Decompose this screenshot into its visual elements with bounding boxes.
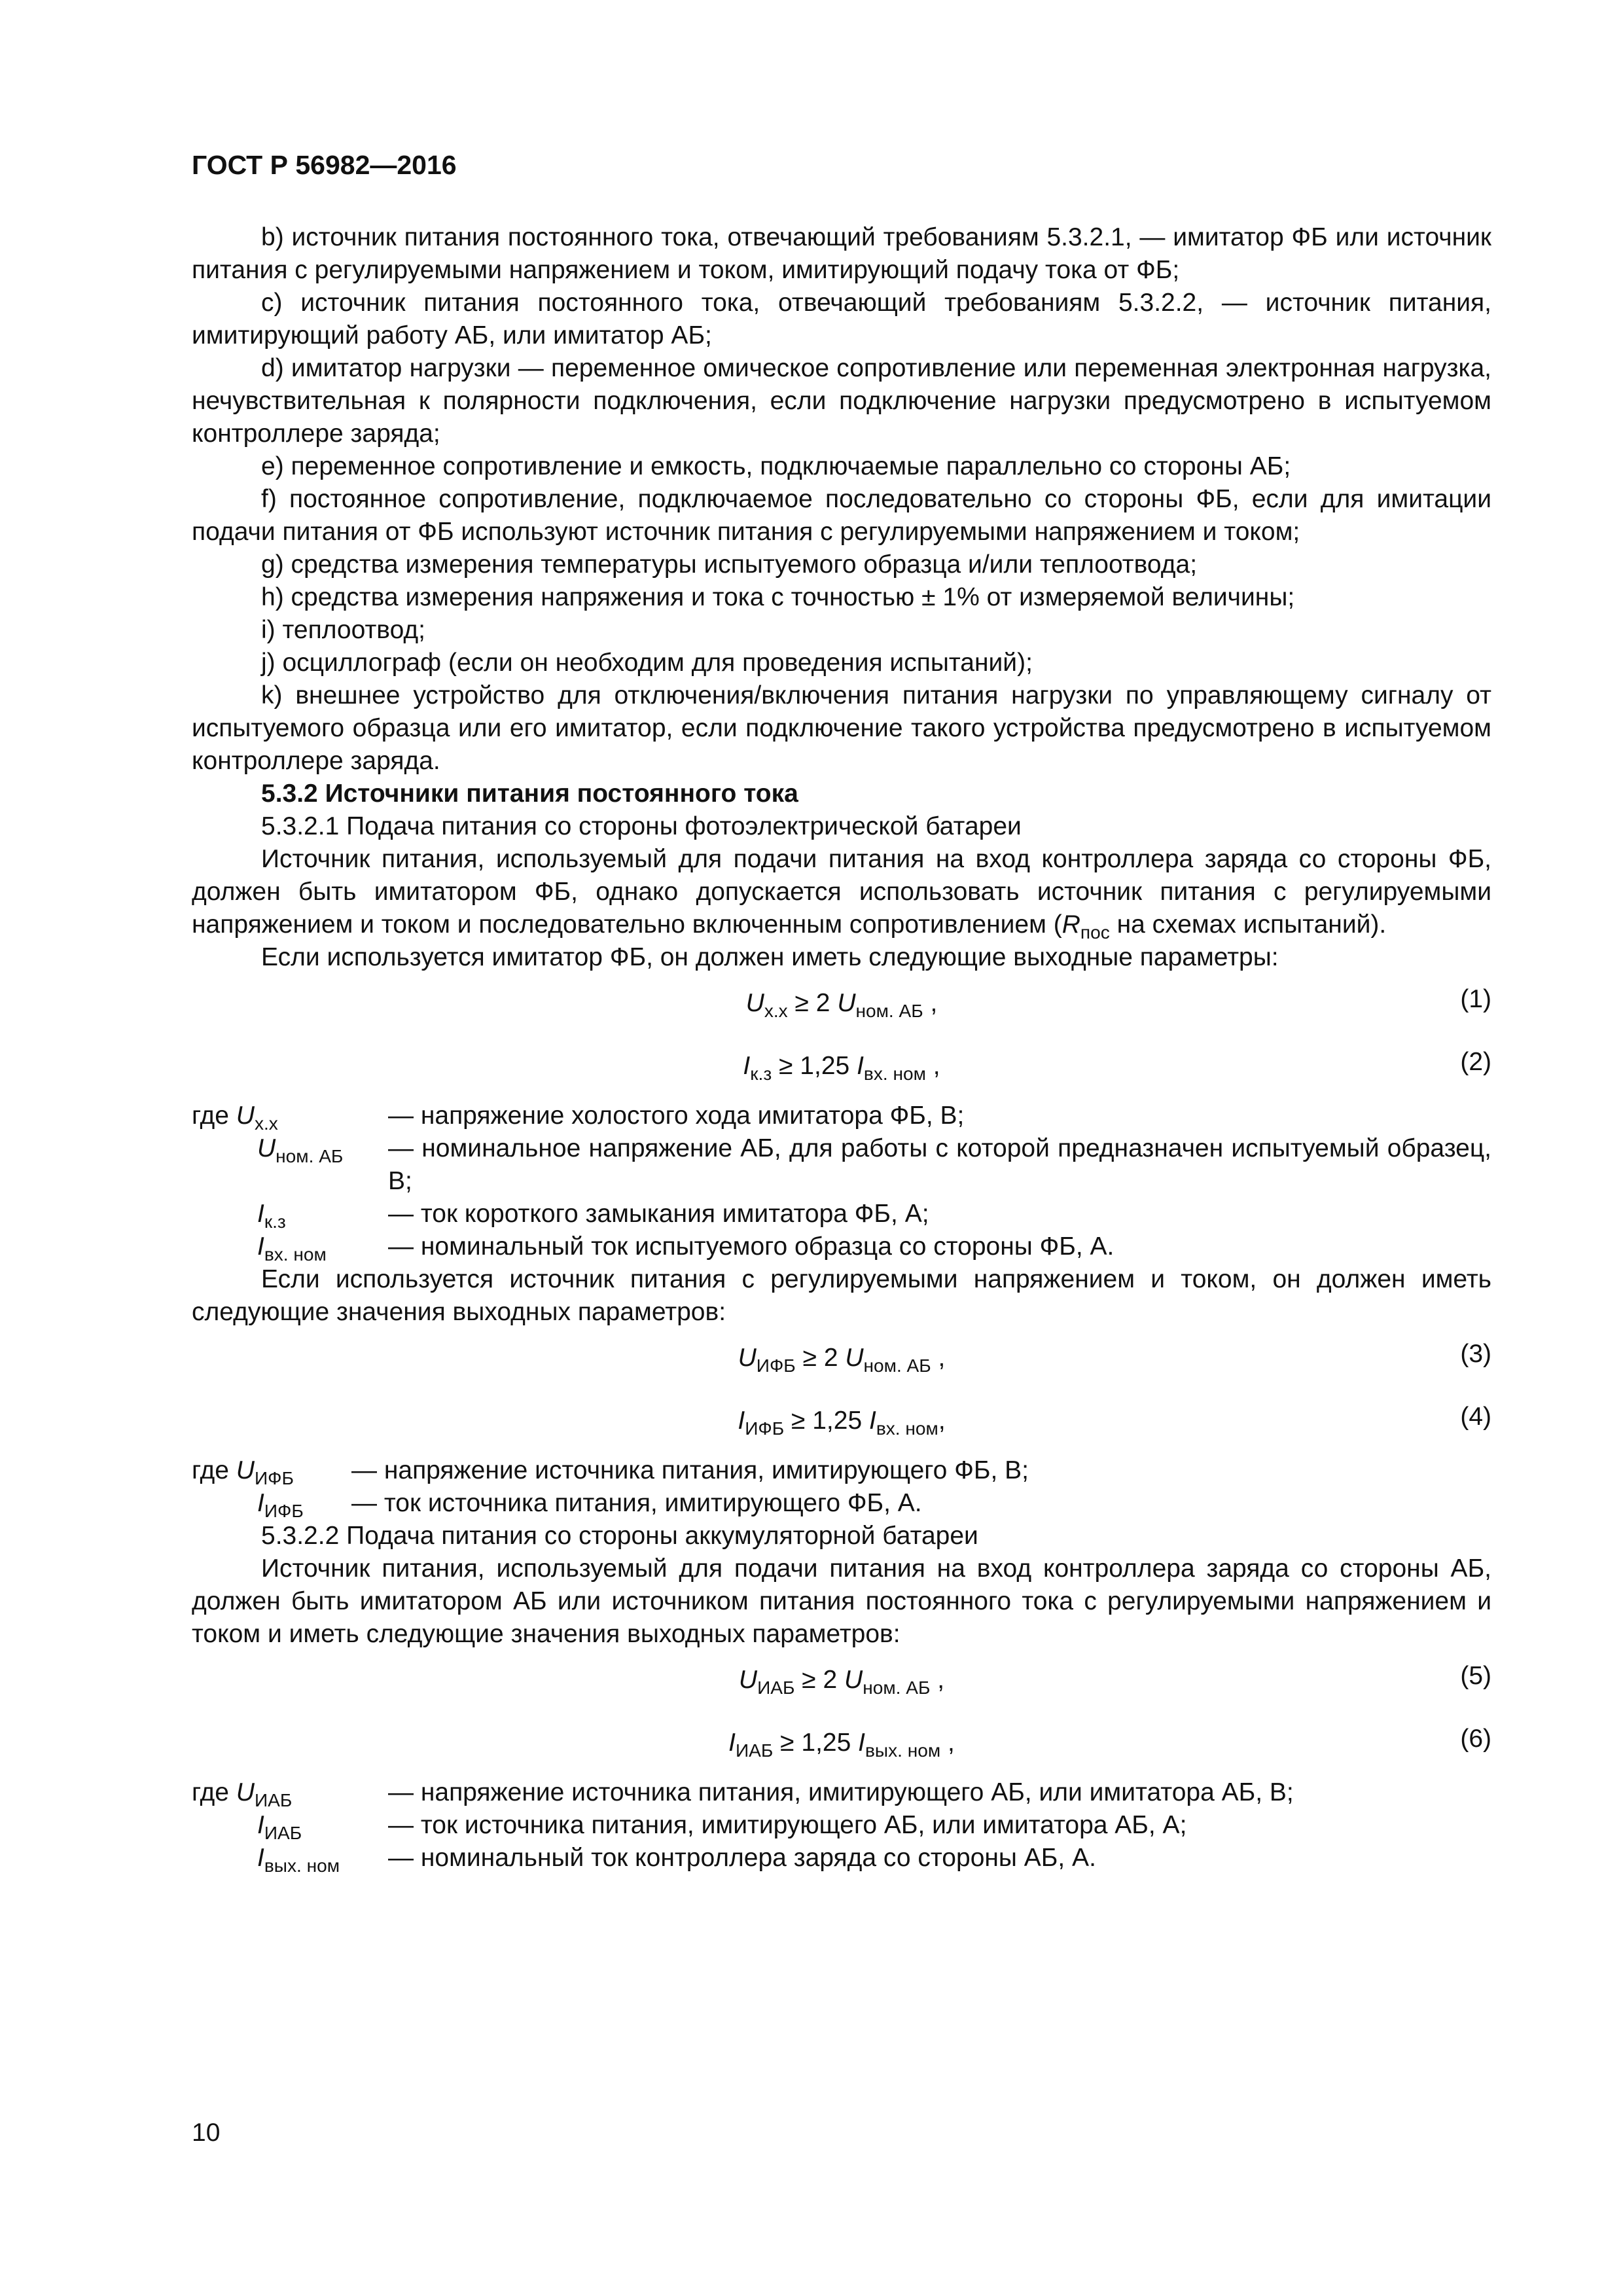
paragraph-regulated-source: Если используется источник питания с регулируемыми напряжением и током, он должен иметь следующие значения выходных параметров: — [192, 1265, 1491, 1326]
where-row — [192, 1198, 1491, 1230]
where-word: где — [192, 1778, 236, 1806]
where-word: где — [192, 1102, 236, 1130]
formula-subscript: вх. ном — [863, 1063, 926, 1084]
formula-subscript: к.з — [750, 1063, 772, 1084]
list-item-h: h) средства измерения напряжения и тока с точностью ± 1% от измеряемой величины; — [261, 583, 1295, 611]
list-item-k: k) внешнее устройство для отключения/включения питания нагрузки по управляющему сигналу от испытуемого образца или его имитатор, если подключение такого устройства предусмотрено в испытуемом контроллере заряда. — [192, 681, 1491, 775]
formula-number: (3) — [1460, 1340, 1491, 1368]
formula-operator: ≥ 1,25 — [784, 1407, 869, 1435]
formula-subscript: ном. АБ — [855, 1000, 923, 1021]
formula-6 — [192, 1713, 1491, 1776]
symbol: U — [236, 1456, 255, 1484]
formula-symbol: I — [743, 1052, 751, 1080]
formula-punct: , — [930, 1666, 945, 1694]
where-row — [192, 1100, 1491, 1132]
formula-expression — [192, 1050, 1491, 1083]
formula-subscript: ном. АБ — [863, 1677, 931, 1698]
where-description: — напряжение холостого хода имитатора ФБ, В; — [388, 1102, 965, 1130]
where-description: — номинальный ток испытуемого образца со стороны ФБ, А. — [388, 1232, 1115, 1261]
formula-number: (4) — [1460, 1403, 1491, 1431]
where-description: — ток источника питания, имитирующего ФБ, А. — [351, 1489, 922, 1517]
formula-number: (1) — [1460, 985, 1491, 1013]
formula-punct: , — [923, 989, 938, 1017]
where-symbol — [192, 1100, 388, 1132]
where-description: — ток источника питания, имитирующего АБ, или имитатора АБ, А; — [388, 1811, 1187, 1839]
formula-symbol: U — [738, 1666, 758, 1694]
list-item-f: f) постоянное сопротивление, подключаемое последовательно со стороны ФБ, если для имитации подачи питания от ФБ используют источник питания с регулируемыми напряжением и током; — [192, 485, 1491, 546]
formula-expression — [192, 987, 1491, 1020]
formula-number: (2) — [1460, 1048, 1491, 1076]
formula-number: (6) — [1460, 1725, 1491, 1753]
list-item-b: b) источник питания постоянного тока, отвечающий требованиям 5.3.2.1, — имитатор ФБ или источник питания с регулируемыми напряжением и током, имитирующий подачу тока от ФБ; — [192, 223, 1491, 284]
where-row — [192, 1776, 1491, 1809]
formula-symbol: I — [868, 1407, 876, 1435]
where-symbol — [192, 1842, 388, 1874]
symbol-subscript: ИФБ — [264, 1500, 304, 1521]
formula-subscript: вых. ном — [865, 1740, 941, 1761]
symbol: I — [257, 1232, 264, 1261]
list-item-c: с) источник питания постоянного тока, отвечающий требованиям 5.3.2.2, — источник питания, имитирующий работу АБ, или имитатор АБ; — [192, 289, 1491, 350]
formula-expression — [192, 1405, 1491, 1437]
formula-4 — [192, 1391, 1491, 1454]
page-number: 10 — [192, 2119, 221, 2147]
where-description: — ток короткого замыкания имитатора ФБ, А; — [388, 1200, 929, 1228]
symbol: I — [257, 1811, 264, 1839]
symbol: I — [257, 1844, 264, 1872]
formula-symbol: U — [837, 989, 856, 1017]
formula-subscript: х.х — [764, 1000, 788, 1021]
symbol-subscript: к.з — [264, 1211, 286, 1232]
where-description: — номинальное напряжение АБ, для работы с которой предназначен испытуемый образец, В; — [388, 1134, 1491, 1195]
where-row — [192, 1230, 1491, 1263]
formula-operator: ≥ 2 — [795, 1344, 846, 1372]
where-description: — номинальный ток контроллера заряда со стороны АБ, А. — [388, 1844, 1096, 1872]
where-symbol — [192, 1776, 388, 1809]
formula-operator: ≥ 1,25 — [772, 1052, 857, 1080]
symbol: U — [257, 1134, 276, 1162]
symbol-subscript: ном. АБ — [276, 1145, 344, 1166]
symbol: U — [236, 1778, 255, 1806]
symbol-subscript: ИФБ — [254, 1467, 294, 1488]
symbol-subscript: ИАБ — [264, 1822, 302, 1843]
symbol: I — [257, 1489, 264, 1517]
list-item-j: j) осциллограф (если он необходим для проведения испытаний); — [261, 649, 1033, 677]
symbol-subscript: вх. ном — [264, 1244, 327, 1265]
formula-5 — [192, 1651, 1491, 1713]
formula-number: (5) — [1460, 1662, 1491, 1690]
where-description: — напряжение источника питания, имитирующего ФБ, В; — [351, 1456, 1029, 1484]
list-item-e: е) переменное сопротивление и емкость, подключаемые параллельно со стороны АБ; — [261, 452, 1291, 480]
formula-subscript: ИФБ — [756, 1355, 796, 1376]
formula-expression — [192, 1664, 1491, 1696]
symbol-subscript: вых. ном — [264, 1855, 340, 1876]
where-symbol — [192, 1132, 388, 1165]
where-symbol — [192, 1809, 388, 1842]
formula-3 — [192, 1329, 1491, 1391]
formula-subscript: ИАБ — [735, 1740, 774, 1761]
paragraph-pv-simulator: Если используется имитатор ФБ, он должен иметь следующие выходные параметры: — [261, 943, 1279, 971]
paragraph-battery-source: Источник питания, используемый для подачи питания на вход контроллера заряда со стороны АБ, должен быть имитатором АБ или источником питания постоянного тока с регулируемыми напряжением и током и иметь следующие значения выходных параметров: — [192, 1554, 1491, 1648]
where-row — [192, 1454, 1491, 1487]
where-symbol — [192, 1230, 388, 1263]
paragraph-text: Источник питания, используемый для подачи питания на вход контроллера заряда со стороны ФБ, должен быть имитатором ФБ, однако допускается использовать источник питания с регулируемыми напряжением и током и последовательно включенным сопротивлением ( — [192, 845, 1491, 939]
formula-symbol: U — [844, 1666, 863, 1694]
subsection-title-1: 5.3.2.1 Подача питания со стороны фотоэлектрической батареи — [261, 812, 1022, 840]
formula-subscript: ном. АБ — [863, 1355, 931, 1376]
symbol-subscript: ИАБ — [254, 1789, 293, 1810]
formula-subscript: ИФБ — [745, 1418, 785, 1439]
formula-symbol: I — [728, 1729, 736, 1757]
formula-expression — [192, 1342, 1491, 1374]
where-symbol — [192, 1487, 351, 1520]
formula-symbol: U — [745, 989, 764, 1017]
formula-operator: ≥ 2 — [794, 1666, 845, 1694]
paragraph-pv-source — [192, 843, 1491, 941]
formula-operator: ≥ 2 — [787, 989, 838, 1017]
list-item-d: d) имитатор нагрузки — переменное омическое сопротивление или переменная электронная нагрузка, нечувствительная к полярности подключения, если подключение нагрузки предусмотрено в испытуемом контроллере заряда; — [192, 354, 1491, 448]
symbol: I — [257, 1200, 264, 1228]
list-item-i: i) теплоотвод; — [261, 616, 426, 644]
formula-2 — [192, 1037, 1491, 1100]
formula-punct: , — [938, 1407, 946, 1435]
formula-symbol: U — [845, 1344, 864, 1372]
symbol: U — [236, 1102, 255, 1130]
formula-operator: ≥ 1,25 — [773, 1729, 859, 1757]
where-word: где — [192, 1456, 236, 1484]
where-row — [192, 1842, 1491, 1874]
formula-punct: , — [925, 1052, 940, 1080]
subsection-title-2: 5.3.2.2 Подача питания со стороны аккумуляторной батареи — [261, 1522, 978, 1550]
paragraph-text: на схемах испытаний). — [1109, 910, 1387, 939]
where-row — [192, 1132, 1491, 1198]
formula-punct: , — [931, 1344, 946, 1372]
formula-expression — [192, 1727, 1491, 1759]
list-item-g: g) средства измерения температуры испытуемого образца и/или теплоотвода; — [261, 550, 1198, 579]
where-row — [192, 1809, 1491, 1842]
where-description: — напряжение источника питания, имитирующего АБ, или имитатора АБ, В; — [388, 1778, 1294, 1806]
symbol-subscript: х.х — [254, 1113, 278, 1134]
formula-1 — [192, 974, 1491, 1037]
symbol: R — [1061, 910, 1080, 939]
formula-symbol: U — [738, 1344, 757, 1372]
formula-punct: , — [940, 1729, 955, 1757]
formula-symbol: I — [738, 1407, 745, 1435]
formula-symbol: I — [857, 1052, 864, 1080]
formula-symbol: I — [858, 1729, 865, 1757]
where-symbol — [192, 1454, 351, 1487]
document-body — [192, 221, 1491, 1874]
section-heading: 5.3.2 Источники питания постоянного тока — [261, 780, 798, 808]
symbol-subscript: пос — [1080, 922, 1110, 942]
where-symbol — [192, 1198, 388, 1230]
formula-subscript: ИАБ — [757, 1677, 795, 1698]
formula-subscript: вх. ном — [876, 1418, 938, 1439]
where-row — [192, 1487, 1491, 1520]
document-header: ГОСТ Р 56982—2016 — [192, 150, 457, 180]
